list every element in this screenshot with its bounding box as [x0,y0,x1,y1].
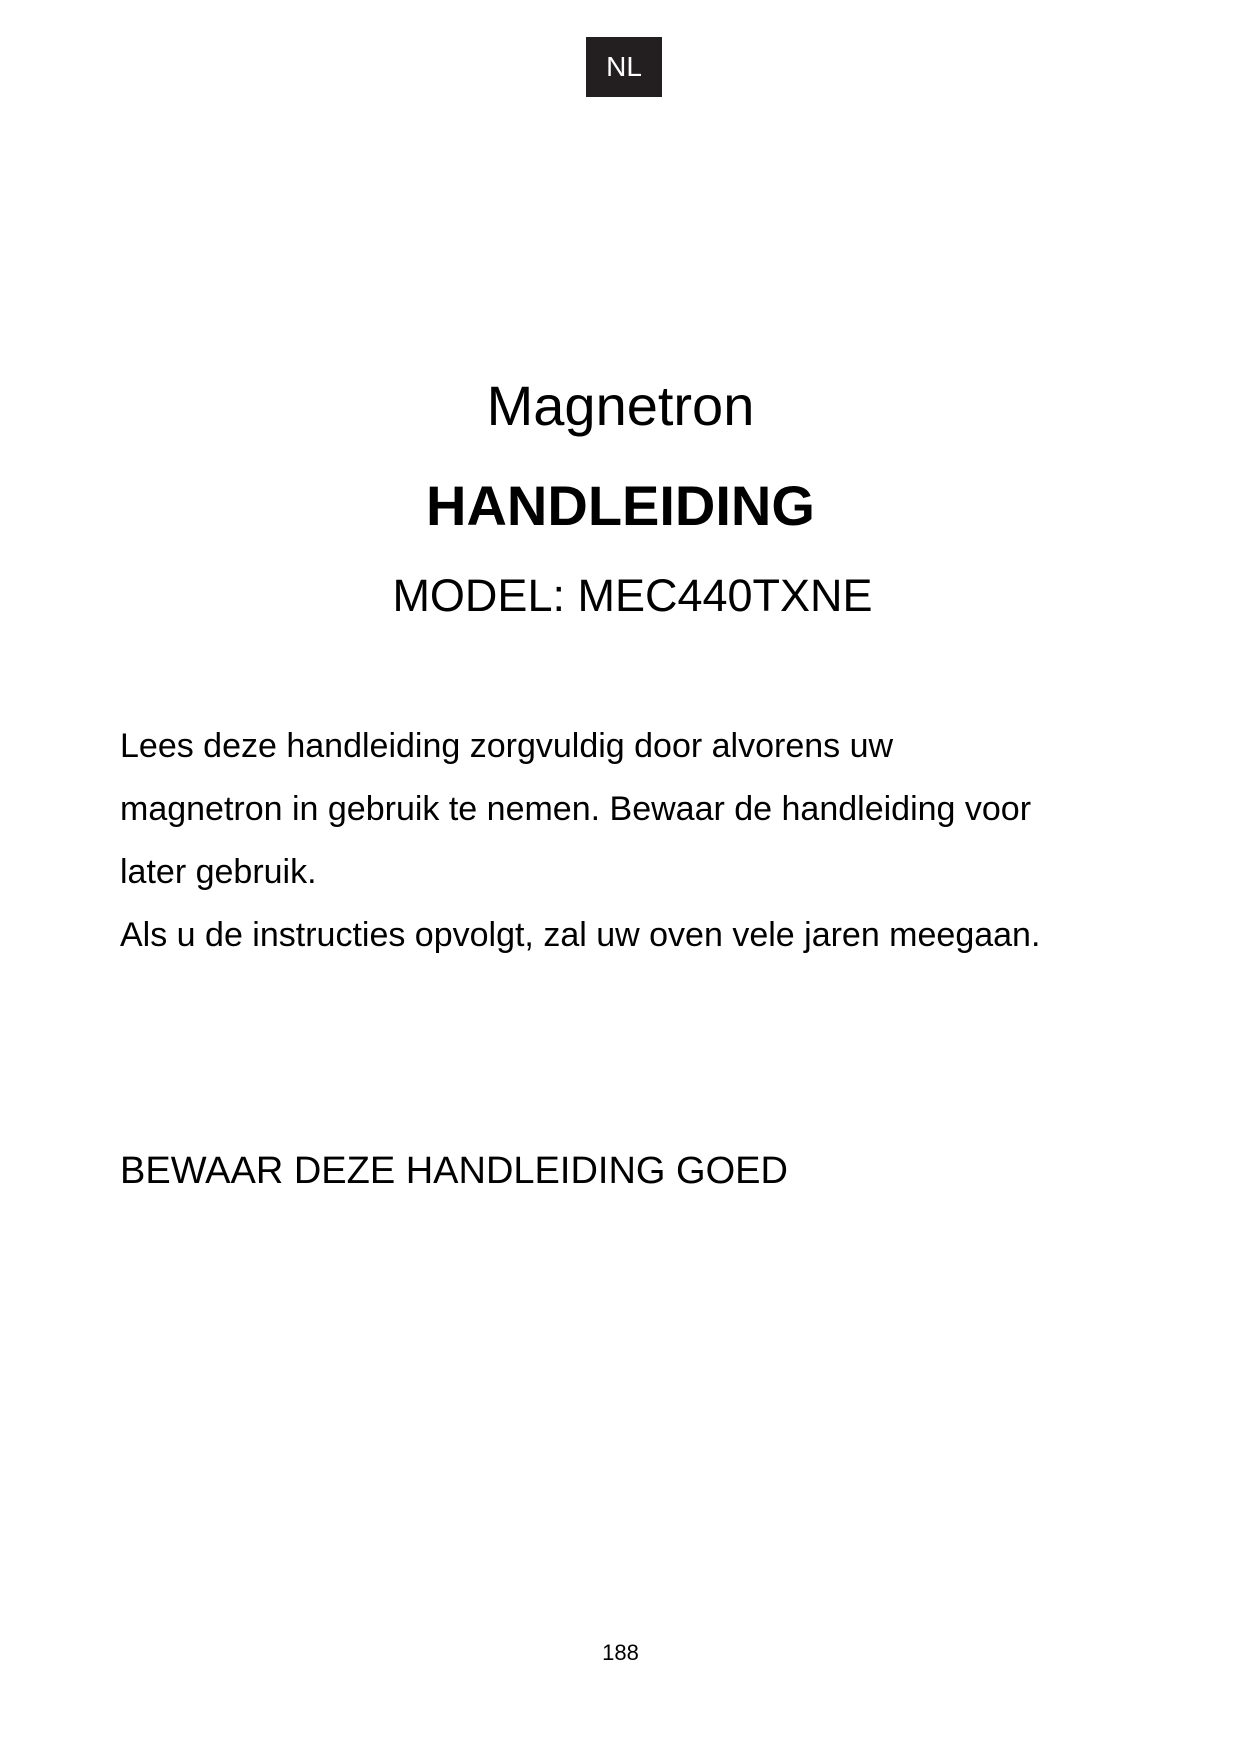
language-badge: NL [586,37,662,97]
model-number: MODEL: MEC440TXNE [392,570,873,621]
save-notice: BEWAAR DEZE HANDLEIDING GOED [120,1150,788,1192]
manual-title: HANDLEIDING [426,474,815,537]
intro-line: magnetron in gebruik te nemen. Bewaar de handleiding voor [120,790,1032,828]
intro-paragraph [120,715,1160,967]
intro-line: Als u de instructies opvolgt, zal uw oven vele jaren meegaan. [120,916,1041,954]
intro-line: Lees deze handleiding zorgvuldig door alvorens uw [120,727,894,765]
page-number: 188 [602,1640,639,1665]
product-title: Magnetron [486,374,755,437]
intro-line: later gebruik. [120,853,317,891]
